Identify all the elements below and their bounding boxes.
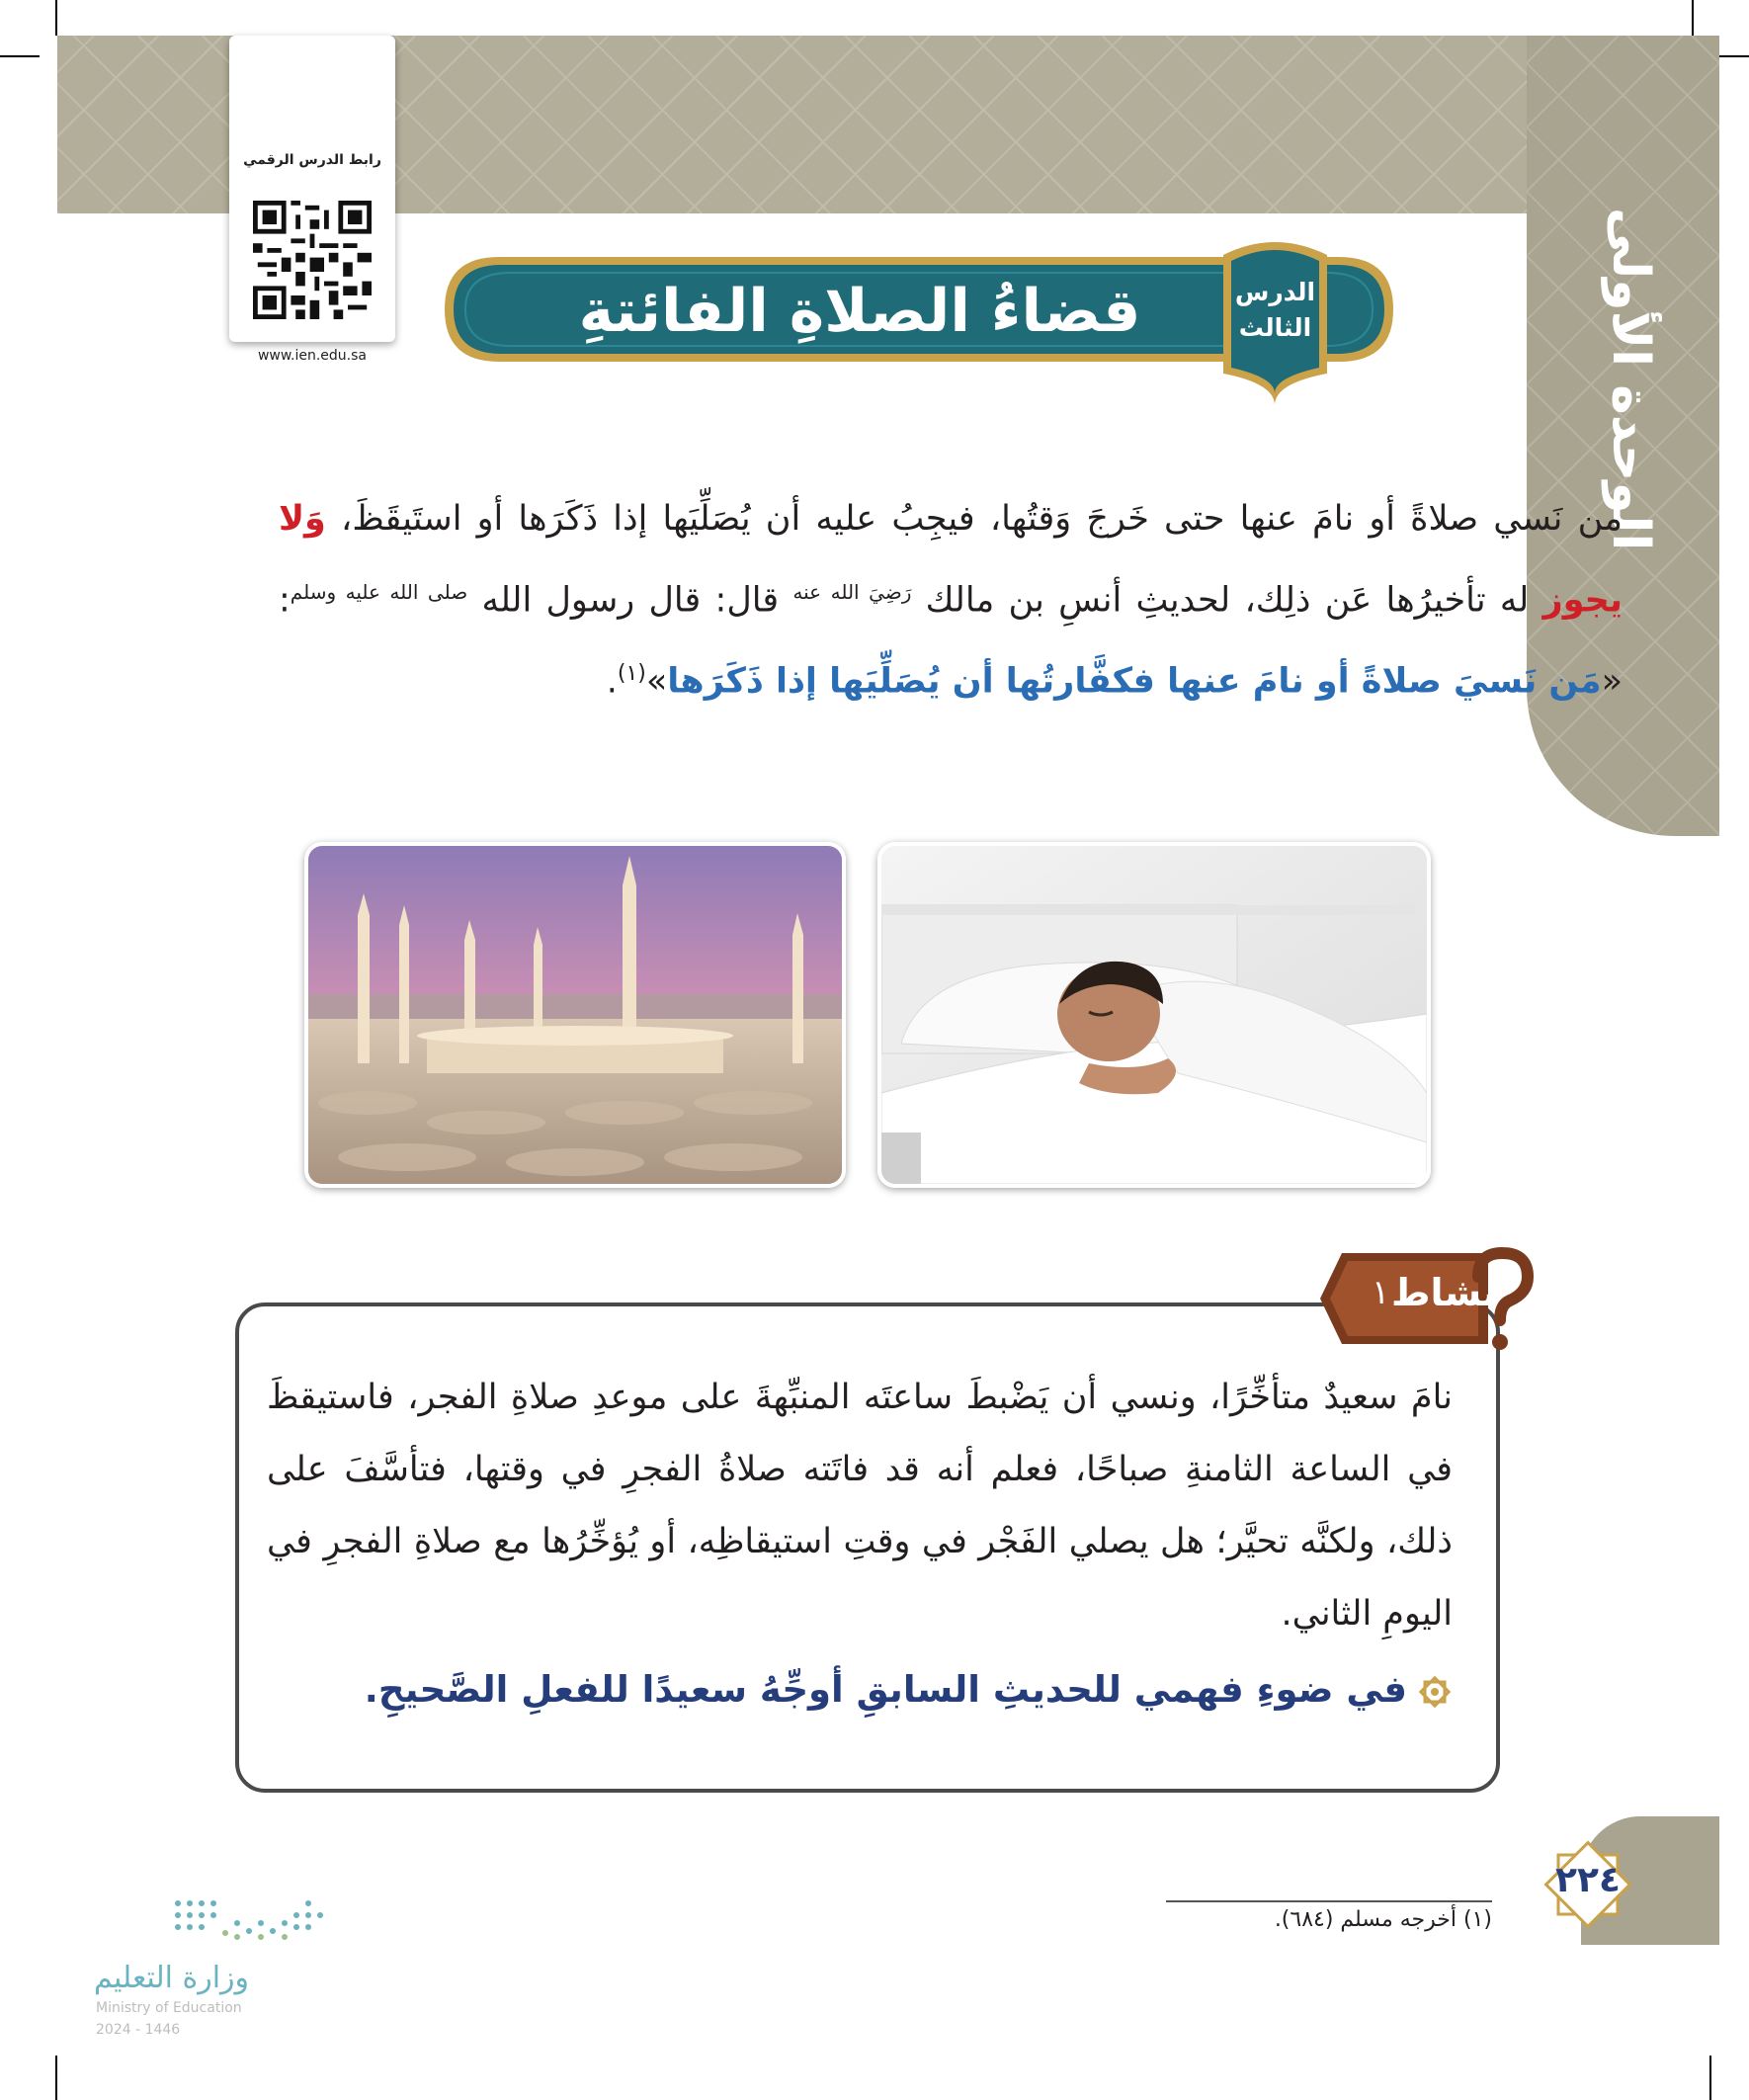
qr-code-icon[interactable] (253, 180, 372, 340)
intro-text-3: قال: قال رسول الله (467, 580, 793, 621)
honorific-anas: رَضِيَ الله عنه (792, 580, 912, 604)
crop-mark (0, 55, 40, 57)
crop-mark (1709, 2056, 1711, 2100)
sleeping-boy-illustration (881, 846, 1427, 1184)
task-star-icon (1417, 1674, 1453, 1710)
hadith-text: مَن نَسيَ صلاةً أو نامَ عنها فكفَّارتُها أن يُصَلِّيَها إذا ذَكَرَها (667, 661, 1602, 702)
crop-mark (1692, 0, 1694, 36)
ministry-year: 2024 - 1446 (96, 2022, 181, 2038)
mosque-photo (304, 842, 846, 1188)
crop-mark (55, 2056, 57, 2100)
ministry-name-ar: وزارة التعليم (94, 1961, 250, 1995)
qr-url[interactable]: www.ien.edu.sa (257, 348, 368, 364)
intro-text-1: من نَسي صلاةً أو نامَ عنها حتى خَرجَ وَقتُها، فيجِبُ عليه أن يُصَلِّيَها إذا ذَكَرَها أو استَيقَظَ، (325, 499, 1623, 539)
intro-text-5: » (645, 661, 668, 702)
qr-card[interactable] (229, 36, 395, 364)
activity-number: ١ (1372, 1273, 1390, 1312)
activity-text: نامَ سعيدٌ متأخِّرًا، ونسي أن يَضْبطَ ساعتَه المنبِّهةَ على موعدِ صلاةِ الفجر، فاستيقظَ في الساعة الثامنةِ صباحًا، فعلم أنه قد فاتَته صلاةُ الفجرِ في وقتها، فتأسَّفَ على ذلك، ولكنَّه تحيَّر؛ هل يصلي الفَجْر في وقتِ استيقاظِه، أو يُؤخِّرُها مع صلاةِ الفجرِ في اليومِ الثاني. (267, 1378, 1453, 1634)
task-text: في ضوءِ فهمي للحديثِ السابقِ أوجِّهُ سعيدًا للفعلِ الصَّحيحِ. (364, 1668, 1407, 1711)
intro-text-6: . (606, 661, 618, 702)
honorific-prophet: صلى الله عليه وسلم (290, 580, 468, 604)
footnote-rule (1166, 1900, 1492, 1902)
intro-text-4: : « (279, 580, 1623, 702)
lesson-label-line2: الثالث (1238, 313, 1312, 342)
mosque-illustration (308, 846, 842, 1184)
forbidden-emphasis: وَلا يجوز (279, 499, 1624, 621)
sleeping-boy-photo (877, 842, 1431, 1188)
unit-title: الوحدة الأولى (1601, 208, 1660, 551)
lesson-title: قضاءُ الصلاةِ الفائتةِ (578, 277, 1141, 346)
lesson-label-line1: الدرس (1234, 278, 1316, 306)
intro-text-2: له تأخيرُها عَن ذلِك، لحديثِ أنسِ بن مالك (911, 580, 1543, 621)
page-number: ٢٢٤ (1555, 1860, 1621, 1900)
activity-label: نشاط (1391, 1271, 1497, 1314)
ministry-name-en: Ministry of Education (96, 2000, 242, 2016)
qr-label: رابط الدرس الرقمي (243, 152, 381, 168)
ministry-logo-icon (168, 1893, 326, 1948)
crop-mark (55, 0, 57, 36)
lesson-number-label (1223, 275, 1327, 346)
footnote: (١) أخرجه مسلم (٦٨٤). (1274, 1907, 1492, 1932)
footnote-ref[interactable]: (١) (617, 660, 646, 686)
intro-paragraph (279, 482, 1623, 717)
activity-task (267, 1660, 1453, 1720)
